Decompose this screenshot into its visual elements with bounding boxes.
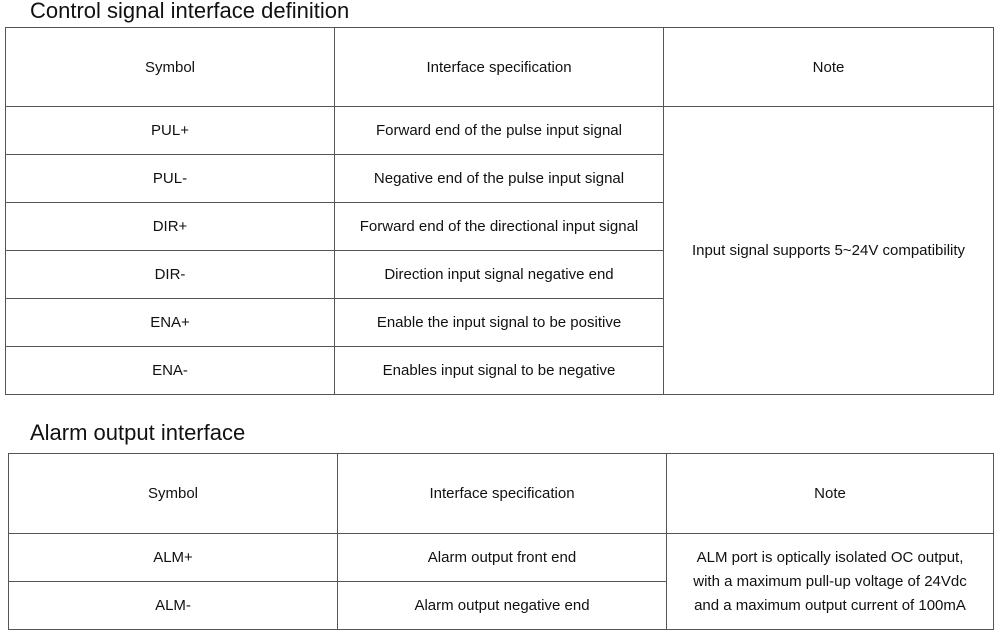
cell-spec: Negative end of the pulse input signal xyxy=(335,155,664,203)
note-line: with a maximum pull-up voltage of 24Vdc xyxy=(693,572,967,590)
note-line: ALM port is optically isolated OC output, xyxy=(696,548,964,566)
header-symbol: Symbol xyxy=(6,28,335,107)
cell-symbol: DIR- xyxy=(6,251,335,299)
cell-symbol: ALM+ xyxy=(9,534,338,582)
cell-symbol: PUL+ xyxy=(6,107,335,155)
note-line: and a maximum output current of 100mA xyxy=(694,596,966,614)
control-section-title: Control signal interface definition xyxy=(30,0,350,23)
cell-spec: Forward end of the pulse input signal xyxy=(335,107,664,155)
cell-symbol: ENA- xyxy=(6,347,335,395)
table-row xyxy=(6,107,994,155)
header-note: Note xyxy=(664,28,994,107)
table-header-row xyxy=(9,454,994,534)
cell-spec: Enables input signal to be negative xyxy=(335,347,664,395)
cell-spec: Direction input signal negative end xyxy=(335,251,664,299)
cell-spec: Forward end of the directional input signal xyxy=(335,203,664,251)
table-header-row xyxy=(6,28,994,107)
header-note: Note xyxy=(667,454,994,534)
alarm-section-title: Alarm output interface xyxy=(30,420,246,445)
cell-symbol: DIR+ xyxy=(6,203,335,251)
header-symbol: Symbol xyxy=(9,454,338,534)
control-signal-table xyxy=(5,27,994,395)
header-spec: Interface specification xyxy=(338,454,667,534)
cell-symbol: ENA+ xyxy=(6,299,335,347)
cell-note: Input signal supports 5~24V compatibility xyxy=(664,107,994,395)
cell-symbol: ALM- xyxy=(9,582,338,630)
cell-spec: Alarm output front end xyxy=(338,534,667,582)
table-row xyxy=(9,534,994,582)
cell-spec: Alarm output negative end xyxy=(338,582,667,630)
cell-note xyxy=(667,534,994,630)
cell-symbol: PUL- xyxy=(6,155,335,203)
cell-spec: Enable the input signal to be positive xyxy=(335,299,664,347)
alarm-output-table xyxy=(8,453,994,630)
header-spec: Interface specification xyxy=(335,28,664,107)
